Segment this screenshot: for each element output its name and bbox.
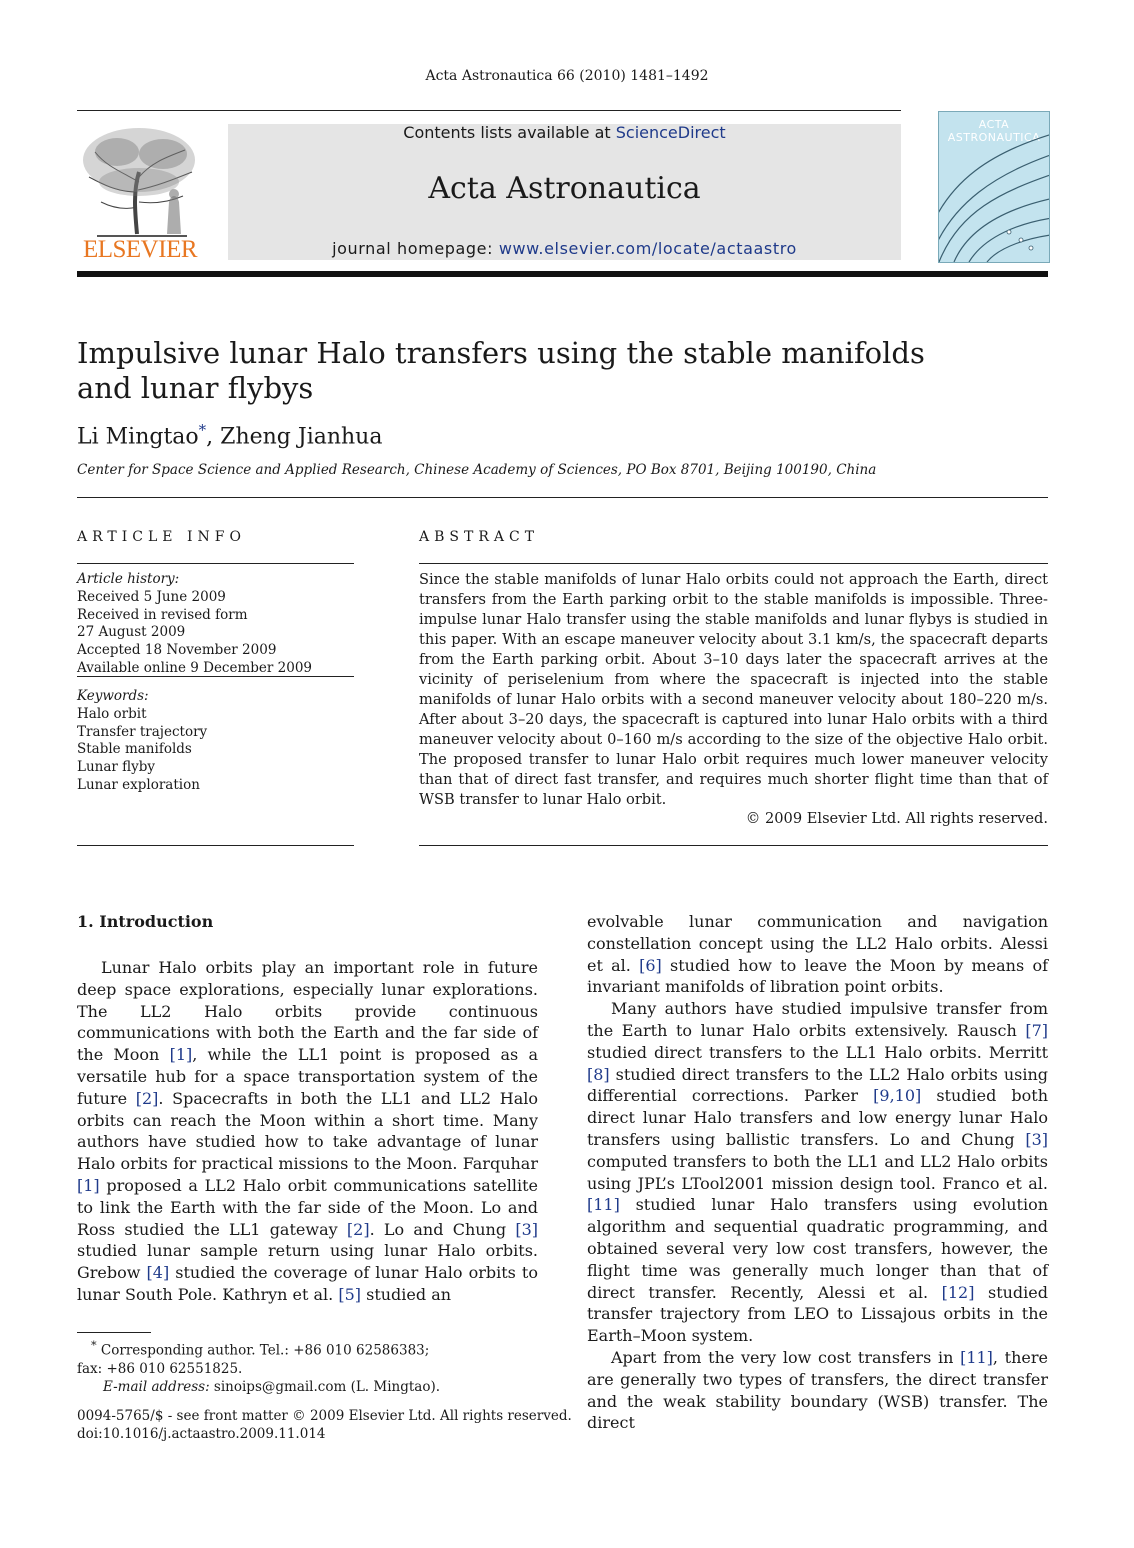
body-text: Apart from the very low cost transfers in [611, 1347, 961, 1367]
doi-line[interactable]: doi:10.1016/j.actaastro.2009.11.014 [77, 1426, 326, 1442]
citation-link[interactable]: [6] [639, 955, 662, 975]
cover-title: ACTA ASTRONAUTICA [947, 118, 1041, 144]
history-item: Received in revised form [77, 606, 248, 623]
body-paragraph [77, 957, 538, 1306]
sciencedirect-link[interactable]: ScienceDirect [615, 123, 726, 142]
citation-link[interactable]: [4] [146, 1263, 170, 1283]
keyword: Halo orbit [77, 705, 147, 722]
author-name: Li Mingtao [77, 424, 199, 450]
article-info-rule [77, 676, 354, 677]
body-text: studied both direct lunar Halo transfers and low energy lunar Halo transfers using ballistic transfers. Lo and Chung [587, 1086, 1049, 1149]
citation-link[interactable]: [11] [587, 1195, 620, 1215]
citation-link[interactable]: [3] [515, 1219, 539, 1239]
body-text: , while the LL1 point is proposed as a versatile hub for a space transportation system of the future [77, 1045, 538, 1108]
footnotes [77, 1337, 538, 1396]
corresponding-author-note [77, 1337, 538, 1360]
body-text: , there are generally two types of transfers, the direct transfer and the weak stability boundary (WSB) transfer. The direct [587, 1347, 1049, 1433]
corresponding-author-mark[interactable]: * [198, 421, 207, 439]
homepage-prefix: journal homepage: [332, 239, 499, 258]
article-history [77, 571, 354, 678]
history-item: 27 August 2009 [77, 624, 186, 641]
body-text: studied direct transfers to the LL2 Halo orbits using differential corrections. Parker [587, 1064, 1048, 1106]
author-affiliation: Center for Space Science and Applied Research, Chinese Academy of Sciences, PO Box 8701, Beijing 100190, China [77, 462, 877, 478]
article-title [77, 336, 977, 406]
keyword: Transfer trajectory [77, 723, 208, 740]
citation-link[interactable]: [5] [338, 1284, 362, 1304]
homepage-line [228, 239, 901, 258]
keyword: Lunar flyby [77, 759, 156, 776]
journal-citation: Acta Astronautica 66 (2010) 1481–1492 [425, 68, 709, 84]
elsevier-wordmark: ELSEVIER [82, 236, 198, 263]
contents-prefix: Contents lists available at [403, 123, 616, 142]
citation-link[interactable]: [9,10] [873, 1086, 922, 1106]
history-label: Article history: [77, 571, 180, 587]
body-text: studied how to leave the Moon by means of invariant manifolds of libration point orbits. [587, 955, 1048, 997]
citation-link[interactable]: [7] [1025, 1020, 1048, 1040]
author-name: Zheng Jianhua [220, 424, 383, 450]
author-list [77, 421, 382, 449]
body-text: evolvable lunar communication and navigation constellation concept using the LL2 Halo orbits. Alessi et al. [587, 912, 1048, 975]
history-item: Received 5 June 2009 [77, 588, 226, 605]
journal-title: Acta Astronautica [428, 171, 701, 206]
citation-link[interactable]: [12] [941, 1282, 975, 1302]
body-paragraph [587, 911, 1048, 998]
email-label: E-mail address: [103, 1378, 210, 1395]
citation-link[interactable]: [11] [960, 1347, 993, 1367]
history-item: Accepted 18 November 2009 [77, 642, 277, 659]
masthead-thick-rule [77, 271, 1048, 277]
body-text: studied lunar sample return using lunar Halo orbits. Grebow [77, 1241, 538, 1283]
front-matter [77, 1407, 577, 1443]
body-text: . Lo and Chung [369, 1219, 516, 1239]
body-column-left [77, 957, 538, 1306]
abstract-copyright: © 2009 Elsevier Ltd. All rights reserved. [745, 810, 1048, 827]
email-address[interactable]: sinoips@gmail.com (L. Mingtao). [213, 1378, 441, 1395]
journal-homepage-link[interactable]: www.elsevier.com/locate/actaastro [498, 239, 797, 258]
corresponding-author-text: Corresponding author. Tel.: +86 010 62586383; [100, 1342, 430, 1359]
body-text: studied lunar Halo transfers using evolution algorithm and sequential quadratic programming, and obtained several very low cost transfers, however, the flight time was generally much longer than that of direct transfer. Recently, Alessi et al. [587, 1195, 1048, 1302]
article-info-rule [77, 563, 354, 564]
body-text: studied the coverage of lunar Halo orbits to lunar South Pole. Kathryn et al. [77, 1263, 538, 1304]
fax-note: fax: +86 010 62551825. [77, 1360, 243, 1377]
author-separator: , [206, 424, 221, 450]
body-text: studied an [361, 1284, 452, 1304]
article-info-rule [77, 845, 354, 846]
citation-link[interactable]: [2] [135, 1088, 159, 1108]
citation-link[interactable]: [8] [587, 1064, 610, 1084]
email-note [77, 1378, 538, 1396]
header-rule [77, 110, 901, 111]
body-text: studied transfer trajectory from LEO to Lissajous orbits in the Earth–Moon system. [587, 1282, 1049, 1346]
article-info-heading: ARTICLE INFO [77, 529, 246, 545]
article-title-line1: Impulsive lunar Halo transfers using the stable manifolds [77, 336, 925, 370]
body-text: proposed a LL2 Halo orbit communications satellite to link the Earth with the far side of the Moon. Lo and Ross studied the LL1 gateway [77, 1175, 538, 1239]
body-text: Lunar Halo orbits play an important role in future deep space explorations, especially lunar explorations. The LL2 Halo orbits provide continuous communications with both the Earth and the far side of the Moon [77, 958, 538, 1065]
keyword: Stable manifolds [77, 741, 192, 758]
footnote-rule [77, 1332, 151, 1333]
keyword: Lunar exploration [77, 776, 200, 793]
body-text: studied direct transfers to the LL1 Halo orbits. Merritt [587, 1042, 1048, 1062]
affiliation-rule [77, 497, 1048, 498]
citation-link[interactable]: [2] [346, 1219, 370, 1239]
abstract-heading: ABSTRACT [419, 529, 540, 545]
abstract-text: Since the stable manifolds of lunar Halo orbits could not approach the Earth, direct transfers from the Earth parking orbit to the stable manifolds is impossible. Three-impulse lunar Halo transfer using the stable manifolds and lunar flybys is studied in this paper. With an escape maneuver velocity about 3.1 km/s, the spacecraft departs from the Earth parking orbit. About 3–10 days later the spacecraft arrives at the vicinity of periselenium from where the spacecraft is injected into the stable manifolds of lunar Halo orbits with a second maneuver velocity about 180–220 m/s. After about 3–20 days, the spacecraft is captured into lunar Halo orbits with a third maneuver velocity about 0–160 m/s according to the size of the objective Halo orbit. The proposed transfer to lunar Halo orbit requires much lower maneuver velocity than that of direct fast transfer, and requires much shorter flight time than that of WSB transfer to lunar Halo orbit. [419, 571, 1048, 808]
section-heading: 1. Introduction [77, 912, 214, 931]
abstract-rule [419, 845, 1048, 846]
keywords-label: Keywords: [77, 688, 149, 704]
abstract-rule [419, 563, 1048, 564]
history-item: Available online 9 December 2009 [77, 659, 313, 676]
footnote-mark: * [91, 1339, 97, 1352]
citation-link[interactable]: [3] [1025, 1129, 1048, 1149]
cover-orbit-art [939, 112, 1049, 262]
journal-cover-image [938, 111, 1050, 263]
issn-line: 0094-5765/$ - see front matter © 2009 Elsevier Ltd. All rights reserved. [77, 1408, 572, 1424]
body-paragraph [587, 998, 1048, 1347]
body-text: . Spacecrafts in both the LL1 and LL2 Halo orbits can reach the Moon within a short time. Many authors have studied how to take advantage of lunar Halo orbits for practical missions to the Moon. Farquhar [77, 1088, 538, 1174]
body-text: Many authors have studied impulsive transfer from the Earth to lunar Halo orbits extensively. Rausch [587, 999, 1048, 1040]
citation-link[interactable]: [1] [77, 1175, 100, 1195]
body-paragraph [587, 1347, 1048, 1434]
citation-link[interactable]: [1] [169, 1045, 193, 1065]
article-title-line2: and lunar flybys [77, 371, 314, 405]
body-column-right [587, 911, 1048, 1434]
body-text: computed transfers to both the LL1 and LL2 Halo orbits using JPL’s LTool2001 mission design tool. Franco et al. [587, 1151, 1048, 1193]
contents-line [228, 123, 901, 142]
keywords-list [77, 688, 354, 795]
